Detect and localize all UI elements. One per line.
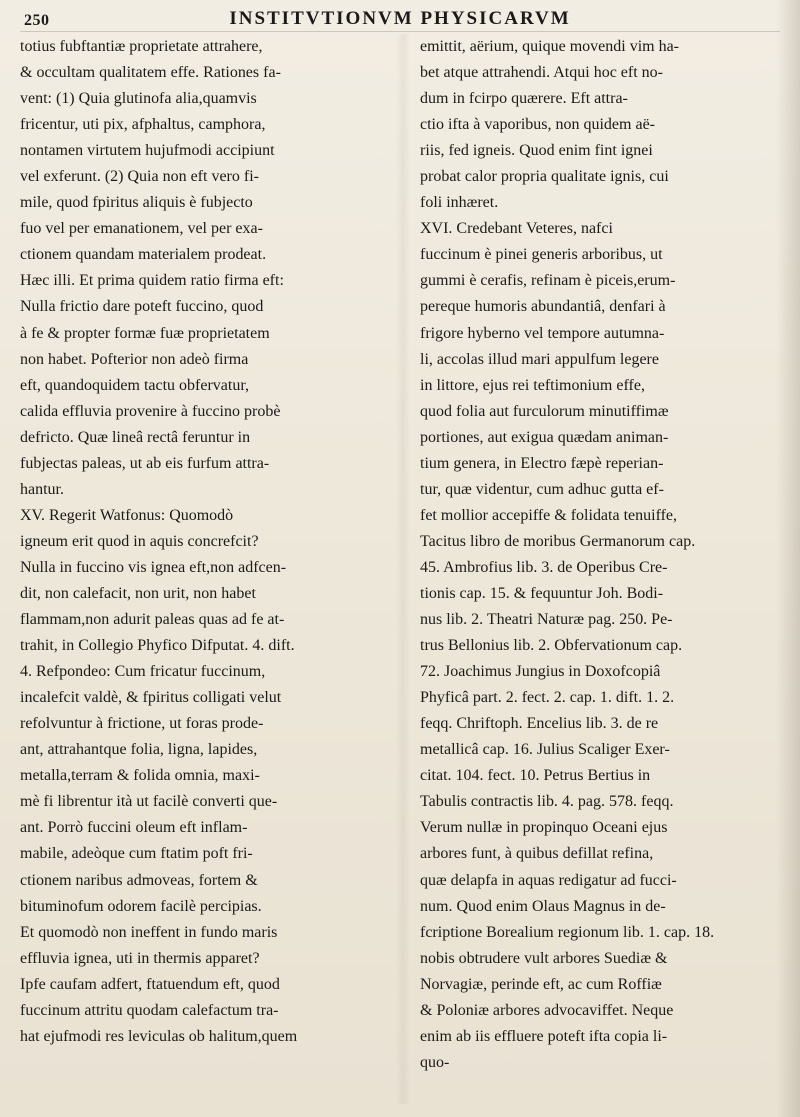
- text-line: nontamen virtutem hujufmodi accipiunt: [20, 142, 275, 160]
- left-column: [20, 34, 378, 1050]
- text-line: effluvia ignea, uti in thermis apparet?: [20, 949, 260, 967]
- text-line: Norvagiæ, perinde eft, ac cum Roffiæ: [420, 975, 662, 993]
- text-line: num. Quod enim Olaus Magnus in de-: [420, 897, 666, 915]
- text-line: à fe & propter formæ fuæ proprietatem: [20, 324, 270, 342]
- text-line: 45. Ambrofius lib. 3. de Operibus Cre-: [420, 558, 668, 576]
- text-line: totius fubftantiæ proprietate attrahere,: [20, 38, 263, 55]
- text-line: citat. 104. fect. 10. Petrus Bertius in: [420, 767, 651, 785]
- text-line: dum in fcirpo quærere. Eft attra-: [420, 90, 628, 108]
- text-line: incalefcit valdè, & fpiritus colligati velut: [20, 689, 282, 707]
- text-line: ant. Porrò fuccini oleum eft inflam-: [20, 819, 248, 837]
- text-line: & occultam qualitatem effe. Rationes fa-: [20, 64, 281, 82]
- text-line: pereque humoris abundantiâ, denfari à: [420, 298, 666, 316]
- text-line: tionis cap. 15. & fequuntur Joh. Bodi-: [420, 584, 664, 602]
- text-line: fuccinum è pinei generis arboribus, ut: [420, 246, 663, 264]
- text-line: Nulla frictio dare poteft fuccino, quod: [20, 298, 264, 316]
- text-line: bet atque attrahendi. Atqui hoc eft no-: [420, 64, 664, 82]
- text-line: igneum erit quod in aquis concrefcit?: [20, 532, 259, 550]
- text-line: tur, quæ videntur, cum adhuc gutta ef-: [420, 480, 664, 498]
- text-line: bituminofum odorem facilè percipias.: [20, 897, 262, 915]
- text-line: fet mollior accepiffe & folidata tenuiffe,: [420, 506, 678, 524]
- text-line: refolvuntur à frictione, ut foras prode-: [20, 715, 264, 733]
- text-line: ctio ifta à vaporibus, non quidem aë-: [420, 116, 656, 134]
- text-line: fuccinum attritu quodam calefactum tra-: [20, 1001, 279, 1019]
- text-line: frigore hyberno vel tempore autumna-: [420, 324, 665, 342]
- text-line: trus Bellonius lib. 2. Obfervationum cap.: [420, 637, 683, 655]
- text-line: ctionem naribus admoveas, fortem &: [20, 871, 258, 889]
- text-line: feqq. Chriftoph. Encelius lib. 3. de re: [420, 715, 659, 733]
- text-line: Tacitus libro de moribus Germanorum cap.: [420, 532, 696, 550]
- text-line: li, accolas illud mari appulfum legere: [420, 350, 659, 368]
- text-line: riis, fed igneis. Quod enim fint ignei: [420, 142, 653, 160]
- text-line: 72. Joachimus Jungius in Doxofcopiâ: [420, 663, 661, 681]
- text-line: tium genera, in Electro fæpè reperian-: [420, 454, 664, 472]
- text-line: nobis obtrudere vult arbores Suediæ &: [420, 949, 668, 967]
- text-line: metallicâ cap. 16. Julius Scaliger Exer-: [420, 741, 670, 759]
- text-line: vent: (1) Quia glutinofa alia,quamvis: [20, 90, 257, 108]
- text-line: fcriptione Borealium regionum lib. 1. cap. 18.: [420, 923, 715, 941]
- text-line: metalla,terram & folida omnia, maxi-: [20, 767, 260, 785]
- text-line: dit, non calefacit, non urit, non habet: [20, 584, 256, 602]
- text-line: defricto. Quæ lineâ rectâ feruntur in: [20, 428, 251, 446]
- header-rule: [20, 31, 780, 32]
- page-header: [20, 6, 780, 32]
- text-line: quod folia aut furculorum minutiffimæ: [420, 402, 669, 420]
- text-line: hantur.: [20, 480, 64, 498]
- text-line: Nulla in fuccino vis ignea eft,non adfcen-: [20, 558, 287, 576]
- text-line: nus lib. 2. Theatri Naturæ pag. 250. Pe-: [420, 611, 673, 629]
- text-line: vel exferunt. (2) Quia non eft vero fi-: [20, 168, 259, 186]
- text-line: mabile, adeòque cum ftatim poft fri-: [20, 845, 253, 863]
- text-line: Ipfe caufam adfert, ftatuendum eft, quod: [20, 975, 280, 993]
- text-line: fubjectas paleas, ut ab eis furfum attra-: [20, 454, 270, 472]
- text-line: fuo vel per emanationem, vel per exa-: [20, 220, 263, 238]
- text-line: ant, attrahantque folia, ligna, lapides,: [20, 741, 258, 759]
- text-line: calida effluvia provenire à fuccino probè: [20, 402, 281, 420]
- text-line: quæ delapfa in aquas redigatur ad fucci-: [420, 871, 677, 889]
- text-line: 4. Refpondeo: Cum fricatur fuccinum,: [20, 663, 266, 681]
- text-line: probat calor propria qualitate ignis, cui: [420, 168, 669, 186]
- page-gutter: [396, 34, 410, 1104]
- text-line: non habet. Pofterior non adeò firma: [20, 350, 249, 368]
- text-line: & Poloniæ arbores advocaviffet. Neque: [420, 1001, 674, 1019]
- text-line: mile, quod fpiritus aliquis è fubjecto: [20, 194, 253, 212]
- text-line: XV. Regerit Watfonus: Quomodò: [20, 506, 234, 524]
- text-line: flammam,non adurit paleas quas ad fe at-: [20, 611, 285, 629]
- text-line: gummi è cerafis, refinam è piceis,erum-: [420, 272, 676, 290]
- running-title: INSTITVTIONVM PHYSICARVM: [229, 8, 571, 29]
- text-line: fricentur, uti pix, afphaltus, camphora,: [20, 116, 266, 134]
- text-line: trahit, in Collegio Phyfico Difputat. 4. dift.: [20, 637, 295, 655]
- text-line: portiones, aut exigua quædam animan-: [420, 428, 669, 446]
- text-line: quo-: [420, 1053, 450, 1071]
- text-line: Phyficâ part. 2. fect. 2. cap. 1. dift. 1. 2.: [420, 689, 675, 707]
- text-line: eft, quandoquidem tactu obfervatur,: [20, 376, 250, 394]
- text-line: hat ejufmodi res leviculas ob halitum,quem: [20, 1027, 298, 1045]
- page-number: 250: [24, 12, 50, 29]
- text-line: Tabulis contractis lib. 4. pag. 578. feqq.: [420, 793, 674, 811]
- text-line: enim ab iis effluere poteft ifta copia li-: [420, 1027, 668, 1045]
- text-line: Et quomodò non ineffent in fundo maris: [20, 923, 278, 941]
- text-line: in littore, ejus rei teftimonium effe,: [420, 376, 645, 394]
- text-line: arbores funt, à quibus defillat refina,: [420, 845, 654, 863]
- right-column: [420, 34, 778, 1076]
- text-line: foli inhæret.: [420, 194, 499, 212]
- text-line: mè fi librentur ità ut facilè converti que-: [20, 793, 278, 811]
- text-line: ctionem quandam materialem prodeat.: [20, 246, 267, 264]
- text-line: emittit, aërium, quique movendi vim ha-: [420, 38, 680, 55]
- page-edge-shadow: [776, 0, 800, 1117]
- text-line: Verum nullæ in propinquo Oceani ejus: [420, 819, 668, 837]
- text-line: XVI. Credebant Veteres, nafci: [420, 220, 613, 238]
- text-line: Hæc illi. Et prima quidem ratio firma eft:: [20, 272, 284, 290]
